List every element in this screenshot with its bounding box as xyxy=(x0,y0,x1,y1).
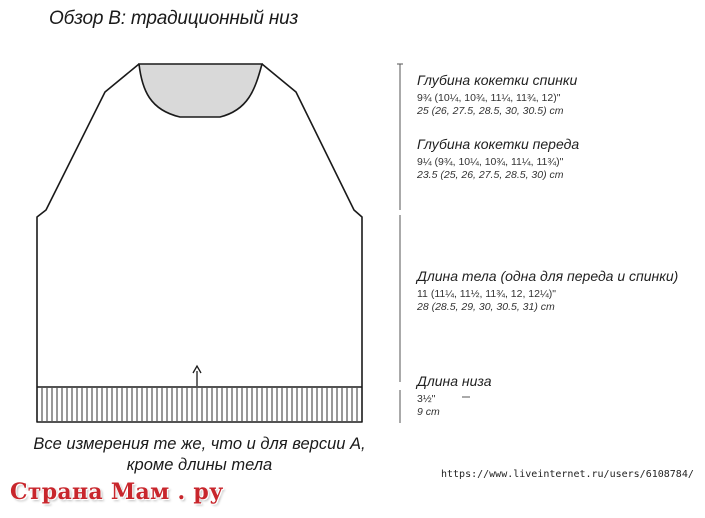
hem-depth-inches: 3½" xyxy=(417,393,436,405)
source-url[interactable]: https://www.liveinternet.ru/users/6108784/ xyxy=(441,469,694,480)
body-length-heading: Длина тела (одна для переда и спинки) xyxy=(417,268,679,284)
neck-opening xyxy=(139,64,262,117)
body-length-inches: 11 (11¼, 11½, 11¾, 12, 12¼)" xyxy=(417,288,556,300)
site-watermark: Страна Мам . ру xyxy=(10,479,224,505)
front-yoke-label xyxy=(417,136,579,181)
back-yoke-heading: Глубина кокетки спинки xyxy=(417,72,578,88)
back-yoke-label xyxy=(417,72,577,117)
hem-depth-label xyxy=(417,373,492,418)
back-yoke-inches: 9¾ (10¼, 10¾, 11¼, 11¾, 12)" xyxy=(417,92,561,104)
front-yoke-heading: Глубина кокетки переда xyxy=(417,136,580,152)
back-yoke-cm: 25 (26, 27.5, 28.5, 30, 30.5) cm xyxy=(417,105,564,117)
hem-depth-heading: Длина низа xyxy=(417,373,492,389)
hem-depth-cm: 9 cm xyxy=(417,406,440,418)
front-yoke-inches: 9¼ (9¾, 10¼, 10¾, 11¼, 11¾)" xyxy=(417,156,564,168)
diagram-title: Обзор В: традиционный низ xyxy=(49,8,299,29)
ribbing-band xyxy=(42,388,357,421)
measurement-note: Все измерения те же, что и для версии А, кроме длины тела xyxy=(33,435,366,474)
body-length-cm: 28 (28.5, 29, 30, 30.5, 31) cm xyxy=(417,301,555,313)
front-yoke-cm: 23.5 (25, 26, 27.5, 28.5, 30) cm xyxy=(417,169,564,181)
body-length-label xyxy=(417,268,678,313)
